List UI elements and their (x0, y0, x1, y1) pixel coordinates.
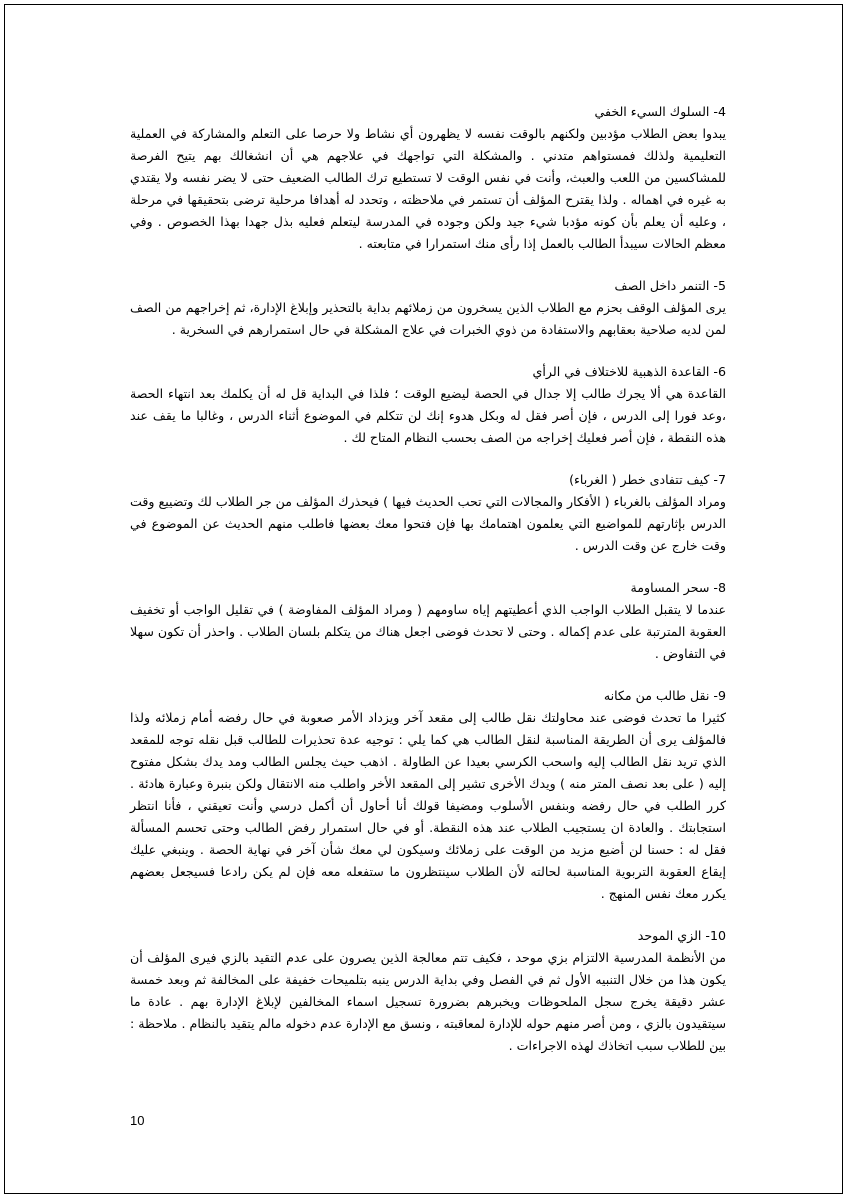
section-6 (130, 361, 726, 449)
document-body (130, 101, 726, 1077)
section-heading: 10- الزي الموحد (637, 928, 726, 943)
section-4 (130, 101, 726, 255)
section-paragraph: يرى المؤلف الوقف بحزم مع الطلاب الذين يسخرون من زملائهم بداية بالتحذير وإبلاغ الإدارة، ثم إخراجهم من الصف لمن لديه صلاحية بعقابهم والاستفادة من ذوي الخبرات في علاج المشكلة في حال استمرارهم في السخرية . (130, 300, 726, 337)
section-heading: 5- التنمر داخل الصف (614, 278, 726, 293)
section-heading: 8- سحر المساومة (630, 580, 726, 595)
section-paragraph: ومراد المؤلف بالغرباء ( الأفكار والمجالات التي تحب الحديث فيها ) فيحذرك المؤلف من جر الطلاب لك وتضييع وقت الدرس بإثارتهم للمواضيع التي يعلمون اهتمامك بها فإن فتحوا معك بعضها فاطلب منهم الحديث عن الموضوع في وقت خارج عن وقت الدرس . (130, 494, 726, 553)
section-heading: 7- كيف تتفادى خطر ( الغرباء) (569, 472, 726, 487)
section-paragraph: القاعدة هي ألا يجرك طالب إلا جدال في الحصة ليضيع الوقت ؛ فلذا في البداية قل له أن يكلمك بعد انتهاء الحصة ،وعد فورا إلى الدرس ، فإن أصر فقل له وبكل هدوء إنك لن تتكلم في الموضوع أثناء الدرس ، وغالبا ما يقف عند هذه النقطة ، فإن أصر فعليك إخراجه من الصف بحسب النظام المتاح لك . (130, 386, 726, 445)
section-10 (130, 925, 726, 1057)
page-number: 10 (130, 1113, 145, 1128)
section-paragraph: عندما لا يتقبل الطلاب الواجب الذي أعطيتهم إياه ساومهم ( ومراد المؤلف المفاوضة ) في تقليل الواجب أو تخفيف العقوبة المترتبة على عدم إكماله . وحتى لا تحدث فوضى اجعل هناك من يتكلم بلسان الطلاب . واحذر أن تكون سهلا في التفاوض . (130, 602, 726, 661)
section-7 (130, 469, 726, 557)
section-8 (130, 577, 726, 665)
section-heading: 6- القاعدة الذهبية للاختلاف في الرأي (532, 364, 726, 379)
section-9 (130, 685, 726, 905)
section-heading: 9- نقل طالب من مكانه (603, 688, 726, 703)
section-paragraph: يبدوا بعض الطلاب مؤدبين ولكنهم بالوقت نفسه لا يظهرون أي نشاط ولا حرصا على التعلم والمشاركة في العملية التعليمية ولذلك فمستواهم متدني . والمشكلة التي تواجهك في علاجهم هي أن انشغالك بهم يتيح الفرصة للمشاكسين من اللعب والعبث، وأنت في نفس الوقت لا تستطيع ترك الطالب الضعيف حتى لا يضر نفسه ولا يقتدي به غيره في اهماله . ولذا يقترح المؤلف أن تستمر في ملاحظته ، وتحدد له أهدافا مرحلية ترضى بتحقيقها في مرحلة ، وعليه أن يعلم بأن كونه مؤدبا شيء جيد ولكن وجوده في المدرسة ليتعلم فعليه بذل جهدا بهذا الخصوص . وفي معظم الحالات سيبدأ الطالب بالعمل إذا رأى منك استمرارا في متابعته . (130, 126, 726, 251)
section-heading: 4- السلوك السيء الخفي (594, 104, 726, 119)
section-5 (130, 275, 726, 341)
section-paragraph: من الأنظمة المدرسية الالتزام بزي موحد ، فكيف تتم معالجة الذين يصرون على عدم التقيد بالزي فيرى المؤلف أن يكون هذا من خلال التنبيه الأول ثم في الفصل وفي بداية الدرس ينبه بتلميحات خفيفة على المخالفة ثم وبعد خمسة عشر دقيقة يخرج سجل الملحوظات ويخبرهم بضرورة تسجيل اسماء المخالفين لإبلاغ الإدارة بهم . عادة ما سيتقيدون بالزي ، ومن أصر منهم حوله للإدارة لمعاقبته ، ونسق مع الإدارة عدم دخوله مالم يتقيد بالنظام . ملاحظة : بين للطلاب سبب اتخاذك لهذه الاجراءات . (130, 950, 726, 1053)
section-paragraph: كثيرا ما تحدث فوضى عند محاولتك نقل طالب إلى مقعد آخر ويزداد الأمر صعوبة في حال رفضه أمام زملائه ولذا فالمؤلف يرى أن الطريقة المناسبة لنقل الطالب هي كما يلي : توجيه عدة تحذيرات للطالب قبل نقله توجه للمقعد الذي تريد نقل الطالب إليه واسحب الكرسي بعيدا عن الطاولة . اذهب حيث يجلس الطالب ومد يدك بشكل مفتوح إليه ( على بعد نصف المتر منه ) ويدك الأخرى تشير إلى المقعد الأخر واطلب منه الانتقال ولكن بنبرة وعبارة هادئة . كرر الطلب في حال رفضه وبنفس الأسلوب ومضيفا قولك أنا أحاول أن أكمل درسي وأنت تعيقني ، فأنا انتظر استجابتك . والعادة ان يستجيب الطلاب عند هذه النقطة. أو في حال استمرار رفض الطالب وحتى تحسم المسألة فقل له : حسنا لن أضيع مزيد من الوقت على زملائك وسيكون لي معك شأن آخر في نهاية الحصة . وينبغي عليك إيقاع العقوبة التربوية المناسبة لحالته لأن الطلاب سينتظرون ما ستفعله معه فإن لم يكن رادعا فسيجعل بعضهم يكرر معك نفس المنهج . (130, 710, 726, 901)
